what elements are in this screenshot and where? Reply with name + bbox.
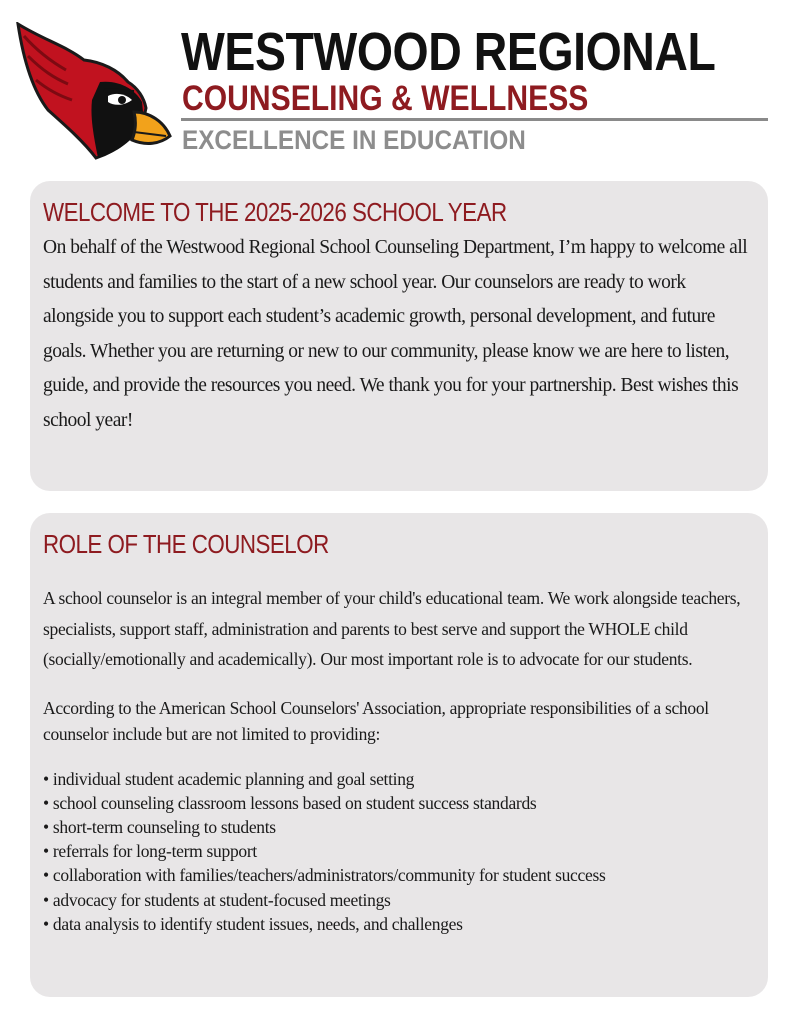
list-item: • short-term counseling to students	[43, 815, 750, 839]
list-item: • advocacy for students at student-focused meetings	[43, 888, 750, 912]
role-heading: ROLE OF THE COUNSELOR	[43, 529, 329, 559]
role-section	[30, 513, 768, 997]
page-title: WESTWOOD REGIONAL	[181, 22, 716, 82]
asca-statement: According to the American School Counselors' Association, appropriate responsibilities of a school counselor include but are not limited to providing:	[43, 697, 709, 744]
list-item: • individual student academic planning and goal setting	[43, 767, 750, 791]
list-item: • referrals for long-term support	[43, 839, 750, 863]
welcome-body: On behalf of the Westwood Regional School Counseling Department, I’m happy to welcome all students and families to the start of a new school year. Our counselors are ready to work alongside you to support each student’s academic growth, personal development, and future goals. Whether you are returning or new to our community, please know we are here to listen, guide, and provide the resources you need. We thank you for your partnership. Best wishes this school year!	[43, 237, 748, 431]
list-item: • data analysis to identify student issues, needs, and challenges	[43, 912, 750, 936]
list-item: • school counseling classroom lessons based on student success standards	[43, 791, 750, 815]
welcome-heading: WELCOME TO THE 2025-2026 SCHOOL YEAR	[43, 197, 507, 227]
cardinal-mascot-icon	[14, 22, 172, 160]
role-intro: A school counselor is an integral member of your child's educational team. We work alongside teachers, specialists, support staff, administration and parents to best serve and support the WHOLE child (socially/emotionally and academically). Our most important role is to advocate for our students.	[43, 588, 741, 669]
tagline: EXCELLENCE IN EDUCATION	[182, 125, 526, 155]
list-item: • collaboration with families/teachers/administrators/community for student success	[43, 863, 750, 887]
department-subtitle: COUNSELING & WELLNESS	[182, 79, 589, 118]
header-divider	[181, 118, 768, 121]
welcome-section	[30, 181, 768, 491]
page-header	[0, 0, 791, 170]
responsibilities-list	[43, 767, 750, 936]
